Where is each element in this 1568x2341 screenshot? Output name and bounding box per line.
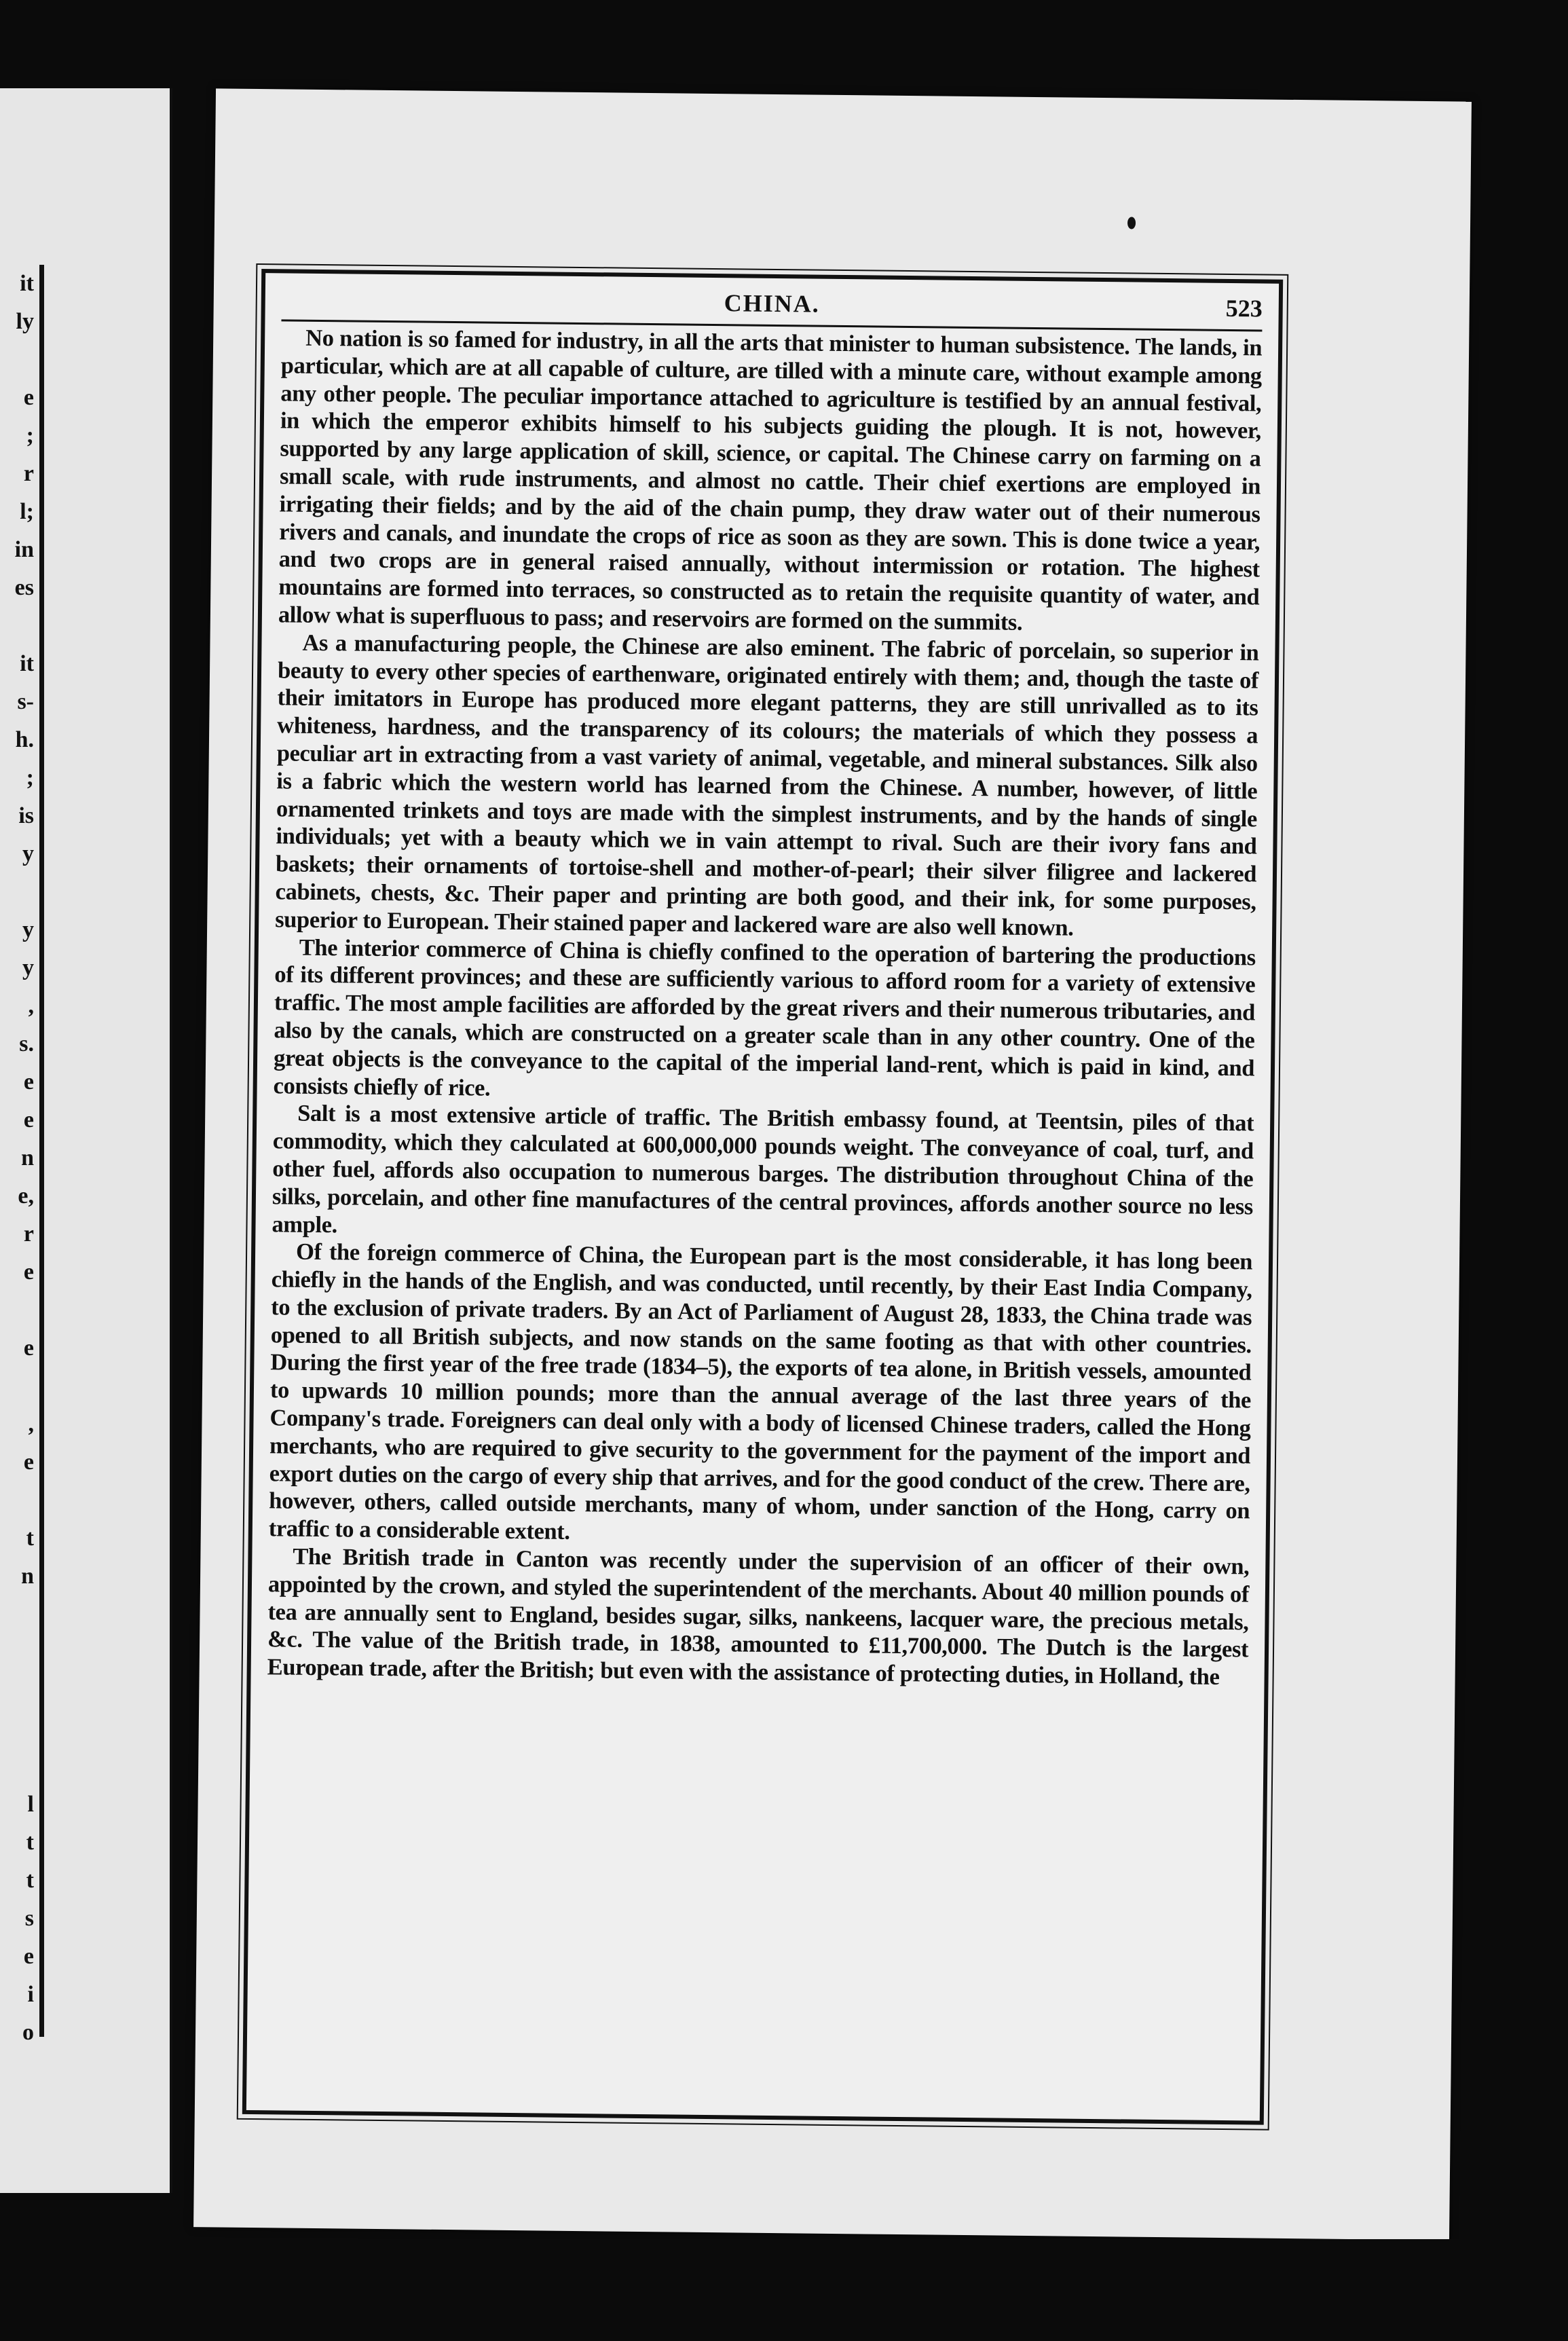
- right-page: [193, 88, 1472, 2240]
- paragraph: The British trade in Canton was recently under the supervision of an officer of their own, appointed by the crown, and styled the superintendent of the merchants. About 40 million pounds of tea are annually sent to England, besides sugar, silks, nankeens, lacquer ware, the precious metals, &c. The value of the British trade, in 1838, amounted to £11,700,000. The Dutch is the largest European trade, after the British; but even with the assistance of protecting duties, in Holland, the: [267, 1543, 1250, 1691]
- scan-bottom-edge: [0, 2239, 1568, 2341]
- left-margin-fragments: it ly e ; r l; in es it s- h. ; is y y y , s. e e n e, r e e , e t n l t t s e i o: [14, 271, 34, 2045]
- paragraph: No nation is so famed for industry, in all the arts that minister to human subsistence. The lands, in particular, which are at all capable of culture, are tilled with a minute care, without example among any other people. The peculiar importance attached to agriculture is testified by an annual festival, in which the emperor exhibits himself to his subjects guiding the plough. It is not, however, supported by any large application of skill, science, or capital. The Chinese carry on farming on a small scale, with rude instruments, and almost no cattle. Their chief exertions are employed in irrigating their fields; and by the aid of the chain pump, they draw water out of their numerous rivers and canals, and inundate the crops of rice as soon as they are sown. This is done twice a year, and two crops are in general raised annually, without intermission or rotation. The highest mountains are formed into terraces, so constructed as to retain the requisite quantity of water, and allow what is superfluous to pass; and reservoirs are formed on the summits.: [278, 325, 1263, 635]
- paragraph: The interior commerce of China is chiefly confined to the operation of bartering the productions of its different provinces; and these are sufficiently various to afford room for a variety of extensive traffic. The most ample facilities are afforded by the great rivers and their numerous tributaries, and also by the canals, which are constructed on a greater scale than in any other country. One of the great objects is the conveyance to the capital of the imperial land-rent, which is paid in kind, and consists chiefly of rice.: [273, 934, 1256, 1101]
- paragraph: Salt is a most extensive article of traffic. The British embassy found, at Teentsin, piles of that commodity, which they calculated at 600,000,000 pounds weight. The conveyance of coal, turf, and other fuel, affords also occupation to numerous barges. The distribution throughout China of the silks, porcelain, and other fine manufactures of the central provinces, affords another source no less ample.: [272, 1100, 1254, 1238]
- left-page-text-edge: [0, 265, 44, 2045]
- text-body: [250, 321, 1278, 1692]
- page-title: CHINA.: [724, 289, 820, 318]
- paragraph: Of the foreign commerce of China, the European part is the most considerable, it has long been chiefly in the hands of the English, and was conducted, until recently, by their East India Company, to the exclusion of private traders. By an Act of Parliament of August 28, 1833, the China trade was opened to all British subjects, and now stands on the same footing as that with other countries. During the first year of the free trade (1834–5), the exports of tea alone, in British vessels, amounted to upwards 10 million pounds; more than the annual average of the last three years of the Company's trade. Foreigners can deal only with a body of licensed Chinese traders, called the Hong merchants, who are required to give security to the government for the payment of the import and export duties on the cargo of every ship that arrives, and for the good conduct of the crew. There are, however, others, called outside merchants, many of whom, under sanction of the Hong, carry on traffic to a considerable extent.: [268, 1238, 1253, 1545]
- paragraph: As a manufacturing people, the Chinese are also eminent. The fabric of porcelain, so superior in beauty to every other species of earthenware, originated entirely with them; and, though the taste of their imitators in Europe has produced more elegant patterns, they are still unrivalled as to its whiteness, hardness, and the transparency of its colours; the materials of which they possess a peculiar art in extracting from a vast variety of animal, vegetable, and mineral substances. Silk also is a fabric which the western world has learned from the Chinese. A number, however, of little ornamented trinkets and toys are made with the simplest instruments, and by the hands of single individuals; yet with a beauty which we in vain attempt to rival. Such are their ivory fans and baskets; their ornaments of tortoise-shell and mother-of-pearl; their silver filigree and lackered cabinets, chests, &c. Their paper and printing are both good, and their ink, for some purposes, superior to European. Their stained paper and lackered ware are also well known.: [275, 629, 1259, 941]
- ink-speck: [1127, 217, 1136, 229]
- text-frame: [242, 269, 1283, 2125]
- page-number: 523: [1225, 294, 1263, 322]
